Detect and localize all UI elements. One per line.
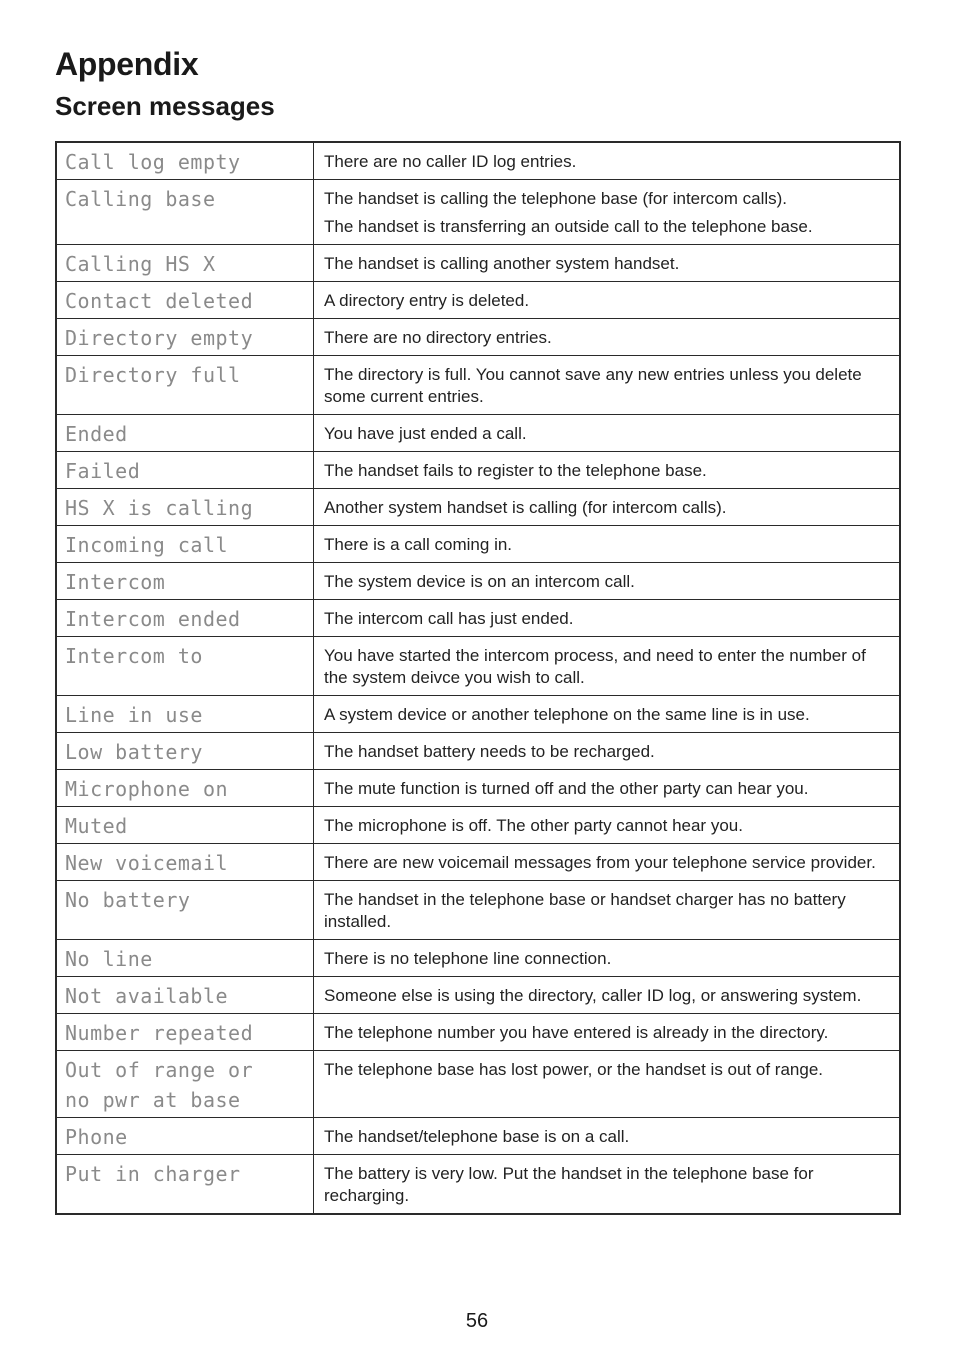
description-line: Another system handset is calling (for intercom calls). xyxy=(324,498,727,517)
screen-message-description xyxy=(314,1118,901,1155)
table-row xyxy=(56,356,900,415)
screen-message-description xyxy=(314,319,901,356)
screen-message-description xyxy=(314,415,901,452)
screen-message-description xyxy=(314,600,901,637)
screen-message-description xyxy=(314,1155,901,1215)
description-line: There is a call coming in. xyxy=(324,535,513,554)
screen-message-text: Calling base xyxy=(56,180,314,245)
screen-message-text: Intercom to xyxy=(56,637,314,696)
description-line: The microphone is off. The other party cannot hear you. xyxy=(324,816,743,835)
table-row xyxy=(56,844,900,881)
page-number: 56 xyxy=(465,1310,489,1332)
description-line: A system device or another telephone on the same line is in use. xyxy=(324,705,810,724)
screen-message-description xyxy=(314,977,901,1014)
description-line: You have started the intercom process, and need to enter the number of the system deivce you wish to call. xyxy=(324,646,866,687)
description-line: The directory is full. You cannot save any new entries unless you delete some current entries. xyxy=(324,365,862,406)
screen-message-description xyxy=(314,807,901,844)
screen-message-description xyxy=(314,245,901,282)
screen-message-description xyxy=(314,452,901,489)
screen-message-description xyxy=(314,356,901,415)
description-line: The handset fails to register to the telephone base. xyxy=(324,461,707,480)
table-row xyxy=(56,526,900,563)
table-row xyxy=(56,319,900,356)
description-line: There are no caller ID log entries. xyxy=(324,152,577,171)
screen-messages-table-body xyxy=(56,142,900,1214)
table-row xyxy=(56,1014,900,1051)
description-line: The mute function is turned off and the other party can hear you. xyxy=(324,779,809,798)
screen-message-description xyxy=(314,526,901,563)
screen-message-text: Calling HS X xyxy=(56,245,314,282)
description-line: There are no directory entries. xyxy=(324,328,552,347)
table-row xyxy=(56,807,900,844)
description-line: You have just ended a call. xyxy=(324,424,527,443)
description-line: The handset is calling another system handset. xyxy=(324,254,680,273)
description-line: There is no telephone line connection. xyxy=(324,949,612,968)
screen-message-text: Ended xyxy=(56,415,314,452)
screen-message-text: Directory empty xyxy=(56,319,314,356)
screen-message-text: Directory full xyxy=(56,356,314,415)
screen-message-description xyxy=(314,770,901,807)
table-row xyxy=(56,142,900,180)
description-line: The battery is very low. Put the handset in the telephone base for recharging. xyxy=(324,1164,814,1205)
screen-message-text: Microphone on xyxy=(56,770,314,807)
screen-message-text: Out of range or no pwr at base xyxy=(56,1051,314,1118)
screen-message-text: Contact deleted xyxy=(56,282,314,319)
table-row xyxy=(56,696,900,733)
screen-message-description xyxy=(314,881,901,940)
screen-message-text: No battery xyxy=(56,881,314,940)
description-line: The intercom call has just ended. xyxy=(324,609,574,628)
screen-messages-table xyxy=(55,141,901,1215)
section-title: Screen messages xyxy=(55,91,275,121)
screen-message-text: Low battery xyxy=(56,733,314,770)
page-title: Appendix xyxy=(55,46,199,82)
screen-message-description xyxy=(314,844,901,881)
description-line: The handset battery needs to be recharged. xyxy=(324,742,655,761)
table-row xyxy=(56,1155,900,1215)
screen-message-text: Failed xyxy=(56,452,314,489)
screen-message-text: New voicemail xyxy=(56,844,314,881)
screen-message-text: Line in use xyxy=(56,696,314,733)
screen-message-description xyxy=(314,696,901,733)
description-line: Someone else is using the directory, caller ID log, or answering system. xyxy=(324,986,862,1005)
description-line: The handset is calling the telephone base (for intercom calls). xyxy=(324,189,788,208)
description-line: The telephone number you have entered is already in the directory. xyxy=(324,1023,829,1042)
table-row xyxy=(56,1118,900,1155)
table-row xyxy=(56,563,900,600)
description-line: A directory entry is deleted. xyxy=(324,291,530,310)
description-line: The system device is on an intercom call. xyxy=(324,572,635,591)
screen-message-text: Number repeated xyxy=(56,1014,314,1051)
screen-message-description xyxy=(314,142,901,180)
screen-message-text: Not available xyxy=(56,977,314,1014)
screen-message-description xyxy=(314,489,901,526)
table-row xyxy=(56,881,900,940)
screen-message-description xyxy=(314,733,901,770)
description-line: The handset/telephone base is on a call. xyxy=(324,1127,630,1146)
table-row xyxy=(56,180,900,245)
screen-message-text: Incoming call xyxy=(56,526,314,563)
screen-message-description xyxy=(314,563,901,600)
description-line: There are new voicemail messages from your telephone service provider. xyxy=(324,853,876,872)
screen-message-description xyxy=(314,282,901,319)
description-line: The telephone base has lost power, or the handset is out of range. xyxy=(324,1060,824,1079)
description-line: The handset in the telephone base or handset charger has no battery installed. xyxy=(324,890,846,931)
description-line: The handset is transferring an outside call to the telephone base. xyxy=(324,217,813,236)
table-row xyxy=(56,940,900,977)
table-row xyxy=(56,245,900,282)
screen-message-description xyxy=(314,940,901,977)
screen-message-text: Intercom ended xyxy=(56,600,314,637)
table-row xyxy=(56,600,900,637)
table-row xyxy=(56,733,900,770)
table-row xyxy=(56,637,900,696)
table-row xyxy=(56,452,900,489)
screen-message-text: Intercom xyxy=(56,563,314,600)
screen-message-description xyxy=(314,180,901,245)
table-row xyxy=(56,1051,900,1118)
screen-message-text: No line xyxy=(56,940,314,977)
screen-message-text: Phone xyxy=(56,1118,314,1155)
screen-message-text: Muted xyxy=(56,807,314,844)
table-row xyxy=(56,977,900,1014)
table-row xyxy=(56,282,900,319)
screen-message-description xyxy=(314,1014,901,1051)
screen-message-text: Put in charger xyxy=(56,1155,314,1215)
table-row xyxy=(56,415,900,452)
table-row xyxy=(56,770,900,807)
screen-message-description xyxy=(314,637,901,696)
screen-message-text: Call log empty xyxy=(56,142,314,180)
screen-message-description xyxy=(314,1051,901,1118)
table-row xyxy=(56,489,900,526)
screen-message-text: HS X is calling xyxy=(56,489,314,526)
